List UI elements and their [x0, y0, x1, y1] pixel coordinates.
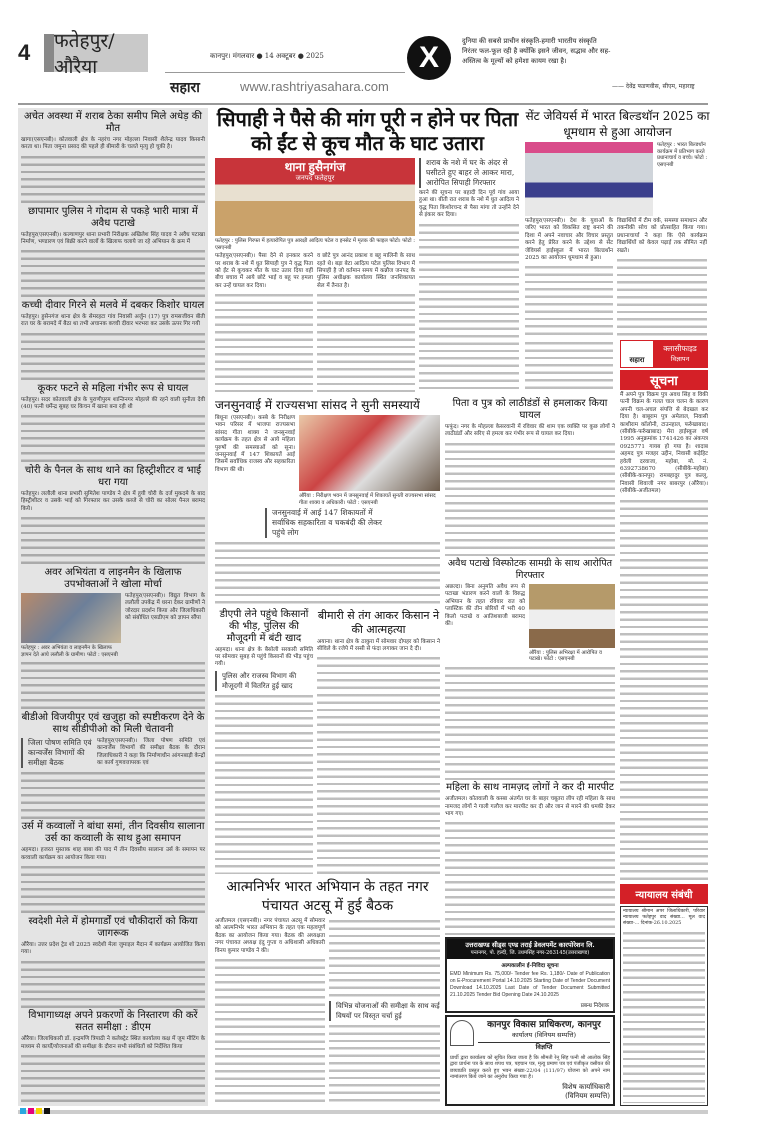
jansunwai-block [215, 398, 440, 874]
classified-title: क्लासीफाइड [663, 344, 697, 353]
text-lines [620, 498, 708, 882]
text-lines [21, 515, 205, 565]
text-lines [21, 248, 205, 298]
ad-body: प्रार्थी द्वारा कार्यालय को सूचित किया जाता है कि श्रीमती रेनू सिंह पत्नी श्री आलोक सिंह द्वारा प्रार्थना पत्र के साथ शपथ पत्र, पहचान पत्र, मृत्यु प्रमाण पत्र एवं पंजीकृत वसीयत की छायाप्रति प्रस्तुत करते हुए भवन संख्या-22/04 (111/97) योजना को अपने नाम नामांतरण किये जाने का अनुरोध किया गया है। [450, 1054, 610, 1081]
jansunwai-photo [299, 415, 440, 491]
text-lines [525, 264, 613, 336]
photo-caption: फतेहपुर : भारत बिल्डथॉन कार्यक्रम में प्रतिभाग करते प्रधानाचार्य व बच्चे। फोटो : एसएनबी [657, 142, 708, 168]
headline: महिला के साथ नामज़द लोगों ने कर दी मारपीट [446, 782, 614, 794]
header-rule [18, 103, 708, 105]
article-body: अजीतमल। कोतवाली के कस्बा अंतर्गत घर के बाहर चबूतरा लीप रही महिला के साथ नामजद लोगों ने गाली गलौज कर मारपीट कर दी और जान से मारने की धमकी देकर भाग गए। [445, 796, 615, 817]
text-lines [623, 930, 705, 1103]
x-logo-icon: X [407, 36, 451, 80]
ad-title: उत्तराखण्ड सीड्स एण्ड तराई डेवलपमेंट कारपोरेशन लि. [465, 941, 595, 950]
classified-subtitle: विज्ञापन [670, 355, 690, 363]
headline: चोरी के पैनल के साथ थाने का हिस्ट्रीशीटर व भाई धरा गया [24, 465, 202, 488]
article-body: अयाना। थाना क्षेत्र के ठाकुरा में सोमवार दोपहर को किसान ने सीविले के रजेपे में रस्सी से फंदा लगाकर जान दे दी। [317, 638, 440, 652]
page-number: 4 [18, 40, 31, 65]
xavier-headline: सेंट जेवियर्स में भारत बिल्डथॉन 2025 का धूमधाम से हुआ आयोजन [525, 109, 710, 139]
headline: कूकर फटने से महिला गंभीर रूप से घायल [37, 382, 189, 394]
ad-sign: प्रबन्ध निदेशक [580, 1002, 609, 1009]
article-body: फफूंद। नगर के मोहल्ला केसरवानी में रविवार की शाम एक व्यक्ति पर कुछ लोगों ने लाठीडंडों और सरिए से हमला कर गंभीर रूप से घायल कर दिया। [445, 424, 615, 438]
pull-quote: विभिन्न योजनाओं की समीक्षा के साथ कई विषयों पर विस्तृत चर्चा हुई [329, 1001, 440, 1021]
photo-caption: फतेहपुर : पुलिस गिरफ्त में हत्यारोपित पुत्र आरक्षी आदित्य पटेल व इनसेट में मृतक की फाइल फोटो। फोटो : एसएनबी [215, 238, 415, 251]
headline: बीडीओ विजयीपुर एवं खजुहा को स्पष्टीकरण देने के साथ सीडीपीओ को मिली चेतावनी [21, 711, 205, 735]
sahara-logo: सहारा [170, 79, 200, 95]
website-url[interactable]: www.rashtriyasahara.com [240, 79, 389, 94]
ad-sign: विशेष कार्याधिकारी [562, 1083, 610, 1092]
color-swatch [20, 1108, 26, 1114]
pull-quote: जनसुनवाई में आई 147 शिकायतों में सर्वाधिक सहकारिता व चकबंदी की लेकर पहुंचे लोग [265, 508, 395, 538]
article-body-text: फतेहपुर(एसएनबी)। विद्युत विभाग के ललौली उपकेंद्र में धरना देकर ग्रामीणों ने जोरदार प्रदर्शन किया और जिलाधिकारी को संबोधित एसडीएम को ज्ञापन सौंपा [125, 592, 205, 622]
photo-caption: औरैया : निरीक्षण भवन में जनसुनवाई में शिकायतें सुनती राज्यसभा सांसद गीता शाक्य व अधिकारी। फोटो : एसएनबी [299, 493, 436, 506]
article-body: औरैया। जिलाधिकारी डॉ. इन्द्रमणि त्रिपाठी ने कलेक्ट्रेट स्थित कार्यालय कक्ष में जूम मीटिंग के माध्यम से कार्यों/योजनाओं की समीक्षा के दौरान सभी संबंधितों को निर्देशित किया [21, 1036, 205, 1050]
text-lines [21, 413, 205, 463]
text-lines [215, 957, 325, 1104]
text-lines [215, 693, 313, 874]
article-body: बिधूना (एसएनबी)। कस्बे के निरीक्षण भवन परिसर में भाजपा राज्यसभा सांसद गीता शाक्य ने जनसुनवाई कार्यक्रम के तहत क्षेत्र से आये महिला पुरुषों की समस्याओं को सुना। जनसुनवाई में 147 शिकायतें आई जिसमें सर्वाधिक राजस्व और सहकारिता विभाग की थी। [215, 415, 295, 473]
article-body: फतेहपुर(एसएनबी)। कल्याणपुर थाना प्रभारी निरीक्षक अखिलेश सिंह यादव ने अवैध पटाखा निर्माण, भण्डारण एवं बिक्री करने वालों के खिलाफ चलाये जा रहे अभियान के क्रम में [21, 231, 205, 245]
text-lines [525, 340, 613, 394]
nutrition-article [21, 738, 205, 768]
photo-sign-sub: जनपद फतेहपुर [295, 175, 335, 182]
kda-notice-ad [445, 1015, 615, 1106]
text-lines [445, 441, 615, 556]
sahara-logo: सहारा [629, 357, 645, 364]
text-lines [21, 1053, 205, 1103]
protest-article [21, 593, 205, 658]
text-lines [21, 864, 205, 914]
color-swatch [44, 1108, 50, 1114]
article-body: विद्यार्थियों में टीम वर्क, समस्या समाधान और तकनीकी सोच को प्रोत्साहित किया गया। प्रधानाचार्या ने कहा कि ऐसे कार्यक्रम विद्यार्थियों को केवल पढ़ाई तक सीमित नहीं रखते। [617, 218, 707, 254]
text-lines [445, 820, 615, 935]
pull-quote: पुलिस और राजस्व विभाग की मौजूदगी में वितरित हुई खाद [215, 671, 313, 691]
article-body: व छोटे पुत्र आनंद प्रकाश व बहू मालिनी के साथ रहते थे। बड़ा बेटा आदित्य पटेल पुलिस विभाग में सिपाही है जो वर्तमान समय में कन्नौज जनपद के पुलिस अधीक्षक कार्यालय स्थित जनशिकायत सेल में तैनात है। [317, 253, 415, 289]
ad-body: EMD Minimum Rs. 75,000/- Tender fee Rs. 1,180/- Date of Publication on E-Procurement Portal 14.10.2025 Starting Date of Tender Document Download 14.10.2025 Last Date of Tender Document Submitted 21.10.2025 Tender Bid Opening Date 24.10.2025 [450, 971, 610, 998]
tender-ad [445, 937, 615, 1012]
article-body: औरैया। उत्तर प्रदेश ट्रेड शो 2025 स्वदेशी मेला जुमाइल मैदान में कार्यक्रम आयोजित किया गया। [21, 941, 205, 956]
ad-title: कानपुर विकास प्राधिकरण, कानपुर [487, 1019, 601, 1030]
text-lines [215, 540, 440, 606]
text-lines [215, 292, 313, 392]
xavier-article [525, 108, 710, 336]
footer-rule [18, 1110, 708, 1114]
classified-column [620, 340, 708, 1106]
police-station-photo [215, 158, 415, 236]
article-body: करने की सूचना पर बहादी दिन पूर्व गांव आया हुआ था। बीती रात शराब के नशे में धुत आदित्य ने वृद्ध पिता किशोरचन्द से पैसा मांगा तो उन्होंने देने से इंकार कर दिया। [419, 190, 519, 219]
text-lines [329, 1023, 440, 1104]
date-line: कानपुर। मंगलवार ● 14 अक्टूबर ● 2025 [210, 52, 324, 60]
firecracker-headline: अवैध पटाखे विस्फोटक सामग्री के साथ आरोपित गिरफ्तार [447, 557, 613, 581]
headline: विभागाध्यक्ष अपने प्रकरणों के निस्तारण की करें सतत समीक्षा : डीएम [28, 1010, 198, 1034]
section-title: फतेहपुर/औरैया [44, 34, 148, 72]
atma-headline: आत्मनिर्भर भारत अभियान के तहत नगर पंचायत अटसू में हुई बैठक [226, 879, 429, 914]
color-swatch [36, 1108, 42, 1114]
pull-quote: शराब के नशे में घर के अंदर से घसीटते हुए बाहर ले आकर मारा, आरोपित सिपाही गिरफ्तार [419, 158, 519, 188]
school-event-photo [525, 142, 653, 216]
photo-caption: फतेहपुर : अवर अभियंता व लाइनमैन के खिलाफ ज्ञापन देते आये ललौली के ग्रामीण। फोटो : एसएनबी [21, 644, 118, 658]
quote-author: —— देवेंद्र फडणवीस, सीएम, महाराष्ट्र [612, 83, 695, 90]
ad-notice: अल्पकालीन ई-निविदा सूचना [501, 963, 559, 970]
article-body: फतेहपुर। ललौली थाना प्रभारी सुमितेश पाण्डेय ने क्षेत्र में हुयी चोरी के दर्ज मुकदमे के बाद हिस्ट्रीशीटर व उसके भाई को गिरफ्तार कर उसके कब्जे से चोरी का सोलर पैनल बरामद किये। [21, 491, 205, 512]
headline: पिता व पुत्र को लाठीडंडों से हमलाकर किया घायल [452, 398, 608, 421]
atma-article [215, 878, 440, 1104]
court-notice [620, 906, 708, 1106]
headline: स्वदेशी मेले में होमगार्डों एवं चौकीदारों को किया जागरूक [28, 915, 198, 939]
left-news-column [18, 108, 208, 1106]
text-lines [617, 257, 707, 336]
classified-banner [620, 340, 708, 368]
court-banner: न्यायालय संबंधी [620, 884, 708, 904]
article-body: अहमदा। हजरत मुस्ताक शाह बाबा की याद में तीन दिवसीय सालाना उर्स के समापन पर कव्वाली कार्यक्रम का आयोजन किया गया। [21, 847, 205, 861]
protest-photo [21, 593, 121, 643]
pull-quote: जिला पोषण समिति एवं कान्वर्जेंस विभागों की समीक्षा बैठक [21, 738, 93, 768]
article-body: अजीतमल (एसएनबी)। नगर पंचायत अटसू में सोमवार को आत्मनिर्भर भारत अभियान के तहत एक महत्वपूर्ण बैठक का आयोजन किया गया। बैठक की अध्यक्षता नगर पंचायत अध्यक्ष इंदु गुप्ता व अधिशासी अधिकारी विनय कुमार पाण्डेय ने की। [215, 918, 325, 954]
dap-headline: डीएपी लेने पहुंचे किसानों की भीड़, पुलिस की मौजूदगी में बंटी खाद [219, 608, 309, 644]
kda-logo-icon [450, 1020, 474, 1046]
notice-banner: सूचना [620, 370, 708, 390]
headline: उर्स में कव्वालों ने बांधा समां, तीन दिवसीय सालाना उर्स का कव्वाली के साथ हुआ समापन [21, 821, 205, 845]
article-body: फतेहपुर। सदर कोतवाली क्षेत्र के पुराणीपुरम शान्तिनगर मोहल्ले की रहने वाली सुनीता देवी (40) पत्नी धर्मेन्द्र सुबह घर किचन में खाना बना रही थी [21, 396, 205, 410]
article-body: फतेहपुर(एसएनबी)। पैसा देने से इनकार करने पर शराब के नशे में धुत सिपाही पुत्र ने वृद्ध पिता को ईंट से कूचकर मौत के घाट उतार दिया वहीं बीच बचाव में आये छोटे भाई व बहू पर हमला कर उन्हें घायल कर दिया। [215, 253, 313, 289]
headline: कच्ची दीवार गिरने से मलवे में दबकर किशोर घायल [21, 300, 205, 311]
headline: छापामार पुलिस ने गोदाम से पकड़े भारी मात्रा में अवैध पटाखे [28, 205, 198, 229]
article-body: फतेहपुर। हुसेनगंज थाना क्षेत्र के सेमरहटा गांव निवासी अर्जुन (17) पुत्र रामसजीवन बीती रात घर के बरामदे में बैठा था तभी अचानक कच्ची दीवार भरभरा कर उसके ऊपर गिर गयी [21, 314, 205, 328]
quote-text: दुनिया की सबसे प्राचीन संस्कृति-हमारी भारतीय संस्कृति निरंतर फल-फूल रही है क्योंकि इसने जीवन, सद्भाव और सह-अस्तित्व के मूल्यों को हमेशा कायम रखा है। [462, 37, 611, 65]
suicide-headline: बीमारी से तंग आकर किसान ने की आत्महत्या [317, 608, 440, 636]
text-lines [445, 665, 615, 780]
divider [165, 72, 405, 73]
text-lines [21, 770, 205, 820]
middle-column [445, 398, 615, 1106]
text-lines [21, 660, 205, 710]
article-body: अहमदा। थाना क्षेत्र के बैसोली सरकारी समिति पर सोमवार सुबह से पहुंचे किसानों की भीड़ पहुंच गयी। [215, 646, 313, 668]
color-swatch [28, 1108, 34, 1114]
court-notice-text: न्यायालय श्रीमान अपर जिलाधिकारी, परिवार न्यायालय फतेहपुर वाद संख्या... मूल वाद संख्या-... दिनांक-26.10.2025 [623, 909, 705, 927]
ad-notice: विज्ञप्ति [478, 1042, 610, 1052]
text-lines [21, 154, 205, 204]
ad-subtitle: पन्तनगर, पो. हल्दी, जि. उधमसिंह नगर-263145(उत्तराखण्ड) [470, 950, 590, 957]
article-body: फतेहपुर(एसएनबी)। जिला पोषण समिति एवं कान्वर्जेंस विभागों की समीक्षा बैठक के दौरान जिलाधिकारी ने कहा कि निर्माणाधीन आंगनबाड़ी केन्द्रों का कार्य गुणवत्तापरक एवं [97, 737, 205, 766]
text-lines [329, 918, 440, 999]
article-body: खागा(एसएनबी)। कोतवाली क्षेत्र के नहरंच नगर मोहल्ला निवासी शैलेन्द्र यादव किसानी करता था। पिता जमुना प्रसाद की पहले ही बीमारी के चलते मृत्यु हो चुकी है। [21, 137, 205, 151]
jansunwai-headline: जनसुनवाई में राज्यसभा सांसद ने सुनी समस्यायें [215, 398, 420, 412]
lead-article [215, 108, 520, 392]
classified-text: मैं अपने पुत्र विक्रम पुत्र अवध सिंह व विकी पत्नी विक्रम के गलत चाल चलन के कारण अपनी चल-अचल संपत्ति से बेदखल कर दिया है। बाबूराम पुत्र अमेलाल, निवासी काशीराम कॉलोनी, टाउनहाल, फर्रुखाबाद। (सीबीके-फर्रुखाबाद) मेरा हाईस्कूल वर्ष 1995 अनुक्रमांक 1741426 का अंकपत्र 0925771 गायब हो गया है। शादाब अहमद पुत्र मजहर उद्दीन, निवासी कड़ेहिट हवेली दरवाजा, महोबा, मो. नं. 6392738670 (सीबीके-महोबा) (सीबीके-कानपुर) रामबहादुर पुत्र कल्लू, निवासी शिवाजी नगर बाबरपुर (औरैया)। (सीबीके-अजीतमल) [620, 392, 708, 495]
text-lines [419, 222, 519, 392]
ad-subtitle: कार्यालय (विनियम सम्पत्ति) [511, 1030, 577, 1039]
photo-sign: थाना हुसैनगंज [284, 160, 346, 174]
headline: अचेत अवस्था में शराब ठेका समीप मिले अधेड़ की मौत [23, 111, 202, 134]
photo-caption: औरैया : पुलिस अभिरक्षा में आरोपित व पटाखे। फोटो : एसएनबी [529, 649, 602, 663]
ad-sign-dept: (विनियम सम्पत्ति) [565, 1092, 610, 1101]
text-lines [21, 331, 205, 381]
article-body: अछल्दा। बिना अनुमति अवैध रूप से पटाखा भंडारण करने वालों के विरुद्ध अभियान के तहत रविवार रात को प्लास्टिक की तीन बोरियों में भरी 40 किलो पटाखे व आतिशबाजी बरामद की। [445, 583, 525, 627]
text-lines [317, 655, 440, 874]
article-body: फतेहपुर(एसएनबी)। देश के युवाओं के जरिए भारत को विकसित राष्ट्र बनाने की दिशा में अपने नवाचार और विचार प्रस्तुत करने हेतु प्रेरित करने के उद्देश्य से सेंट जेवियर्स हाईस्कूल में भारत बिल्डथॉन 2025 का आयोजन धूमधाम से हुआ। [525, 218, 613, 262]
firecracker-photo [529, 584, 615, 648]
text-lines [525, 340, 613, 394]
text-lines [21, 959, 205, 1009]
headline: अवर अभियंता व लाइनमैन के खिलाफ उपभोक्ताओं ने खोला मोर्चा [44, 566, 182, 590]
text-lines [317, 292, 415, 392]
lead-headline: सिपाही ने पैसे की मांग पूरी न होने पर पिता को ईंट से कूच मौत के घाट उतारा [216, 109, 519, 155]
